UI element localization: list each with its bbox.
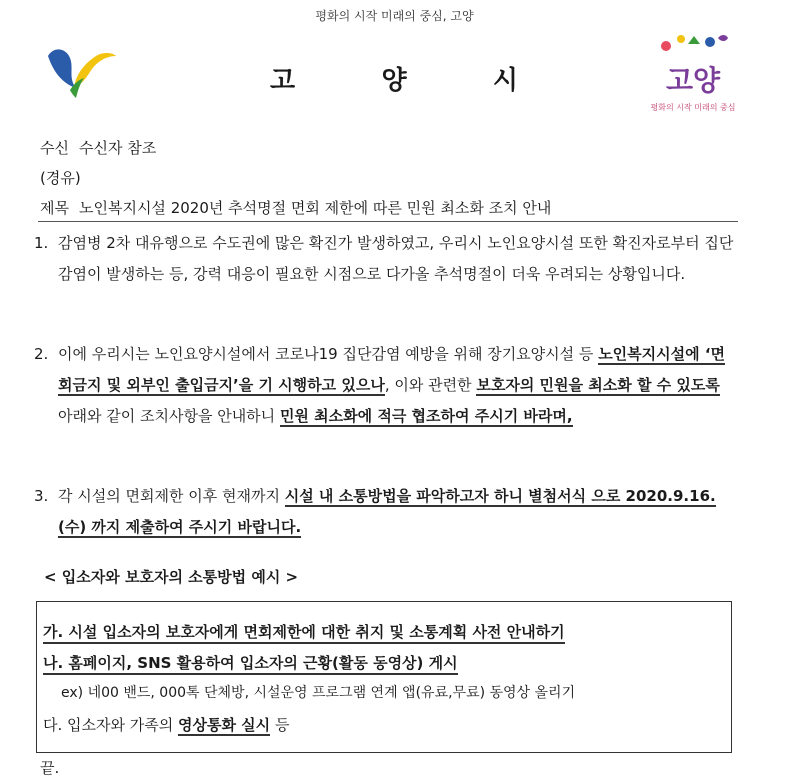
emphasis-text: 시설 내 소통방법을 파악하고자 하니 별첨서식 으로 2020.9.16.(수) 까지 제출하여 주시기 바랍니다. [58, 487, 716, 536]
recipient-line [40, 137, 156, 158]
subject-value: 노인복지시설 2020년 추석명절 면회 제한에 따른 민원 최소화 조치 안내 [78, 199, 552, 217]
title-char: 고 [270, 66, 298, 96]
example-item-b-detail: ex) 네00 밴드, 000톡 단체방, 시설운영 프로그램 연계 앱(유료,무료) 동영상 올리기 [61, 685, 576, 701]
document-title [270, 60, 520, 97]
svg-text:고양: 고양 [665, 64, 721, 97]
recipient-value: 수신자 참조 [78, 139, 157, 157]
text-run: 등 [270, 716, 290, 734]
paragraph-text: 감염병 2차 대유행으로 수도권에 많은 확진가 발생하였고, 우리시 노인요양시설 또한 확진자로부터 집단감염이 발생하는 등, 강력 대응이 필요한 시점으로 다가올 추석명절이 더욱 우려되는 상황입니다. [58, 234, 734, 283]
recipient-label: 수신 [40, 139, 69, 157]
title-char: 시 [492, 66, 520, 96]
paragraph-text [34, 339, 739, 432]
example-item-a: 가. 시설 입소자의 보호자에게 면회제한에 대한 취지 및 소통계획 사전 안내하기 [43, 621, 565, 644]
emphasis-text: 영상통화 실시 [178, 716, 271, 734]
title-char: 양 [381, 66, 409, 96]
examples-title: < 입소자와 보호자의 소통방법 예시 > [44, 568, 299, 586]
text-run: , 이와 관련한 [384, 376, 477, 394]
emphasis-text: 민원 최소화에 적극 협조하여 주시기 바라며, [279, 407, 573, 425]
city-emblem-logo [40, 44, 120, 100]
emphasis-text: 노인복지시설에 ‘면회금지 및 외부인 출입금지’을 기 시행하고 있으나 [58, 345, 726, 394]
paragraph-1 [34, 228, 739, 290]
example-item-c [43, 714, 289, 735]
goyang-brand-logo [648, 30, 738, 118]
paragraph-number: 1. [34, 234, 49, 252]
slogan: 평화의 시작 미래의 중심, 고양 [315, 9, 474, 23]
text-run: 다. 입소자와 가족의 [43, 716, 178, 734]
via-line: (경유) [40, 169, 81, 187]
end-mark: 끝. [40, 759, 60, 777]
emphasis-text: 보호자의 민원을 최소화 할 수 있도록 [476, 376, 720, 394]
paragraph-text [34, 481, 739, 543]
paragraph-number: 3. [34, 487, 49, 505]
svg-text:평화의 시작 미래의 중심: 평화의 시작 미래의 중심 [650, 103, 736, 112]
paragraph-2 [34, 339, 739, 432]
subject-line [40, 197, 551, 218]
text-run: 이에 우리시는 노인요양시설에서 코로나19 집단감염 예방을 위해 장기요양시설 등 [58, 345, 599, 363]
paragraph-3 [34, 481, 739, 543]
header-divider [38, 221, 738, 222]
example-item-b: 나. 홈페이지, SNS 활용하여 입소자의 근황(활동 동영상) 게시 [43, 652, 458, 675]
text-run: 아래와 같이 조치사항을 안내하니 [58, 407, 280, 425]
paragraph-number: 2. [34, 345, 49, 363]
subject-label: 제목 [40, 199, 69, 217]
brand-mascot-icon [648, 30, 738, 118]
examples-box [36, 601, 732, 753]
text-run: 각 시설의 면회제한 이후 현재까지 [58, 487, 285, 505]
